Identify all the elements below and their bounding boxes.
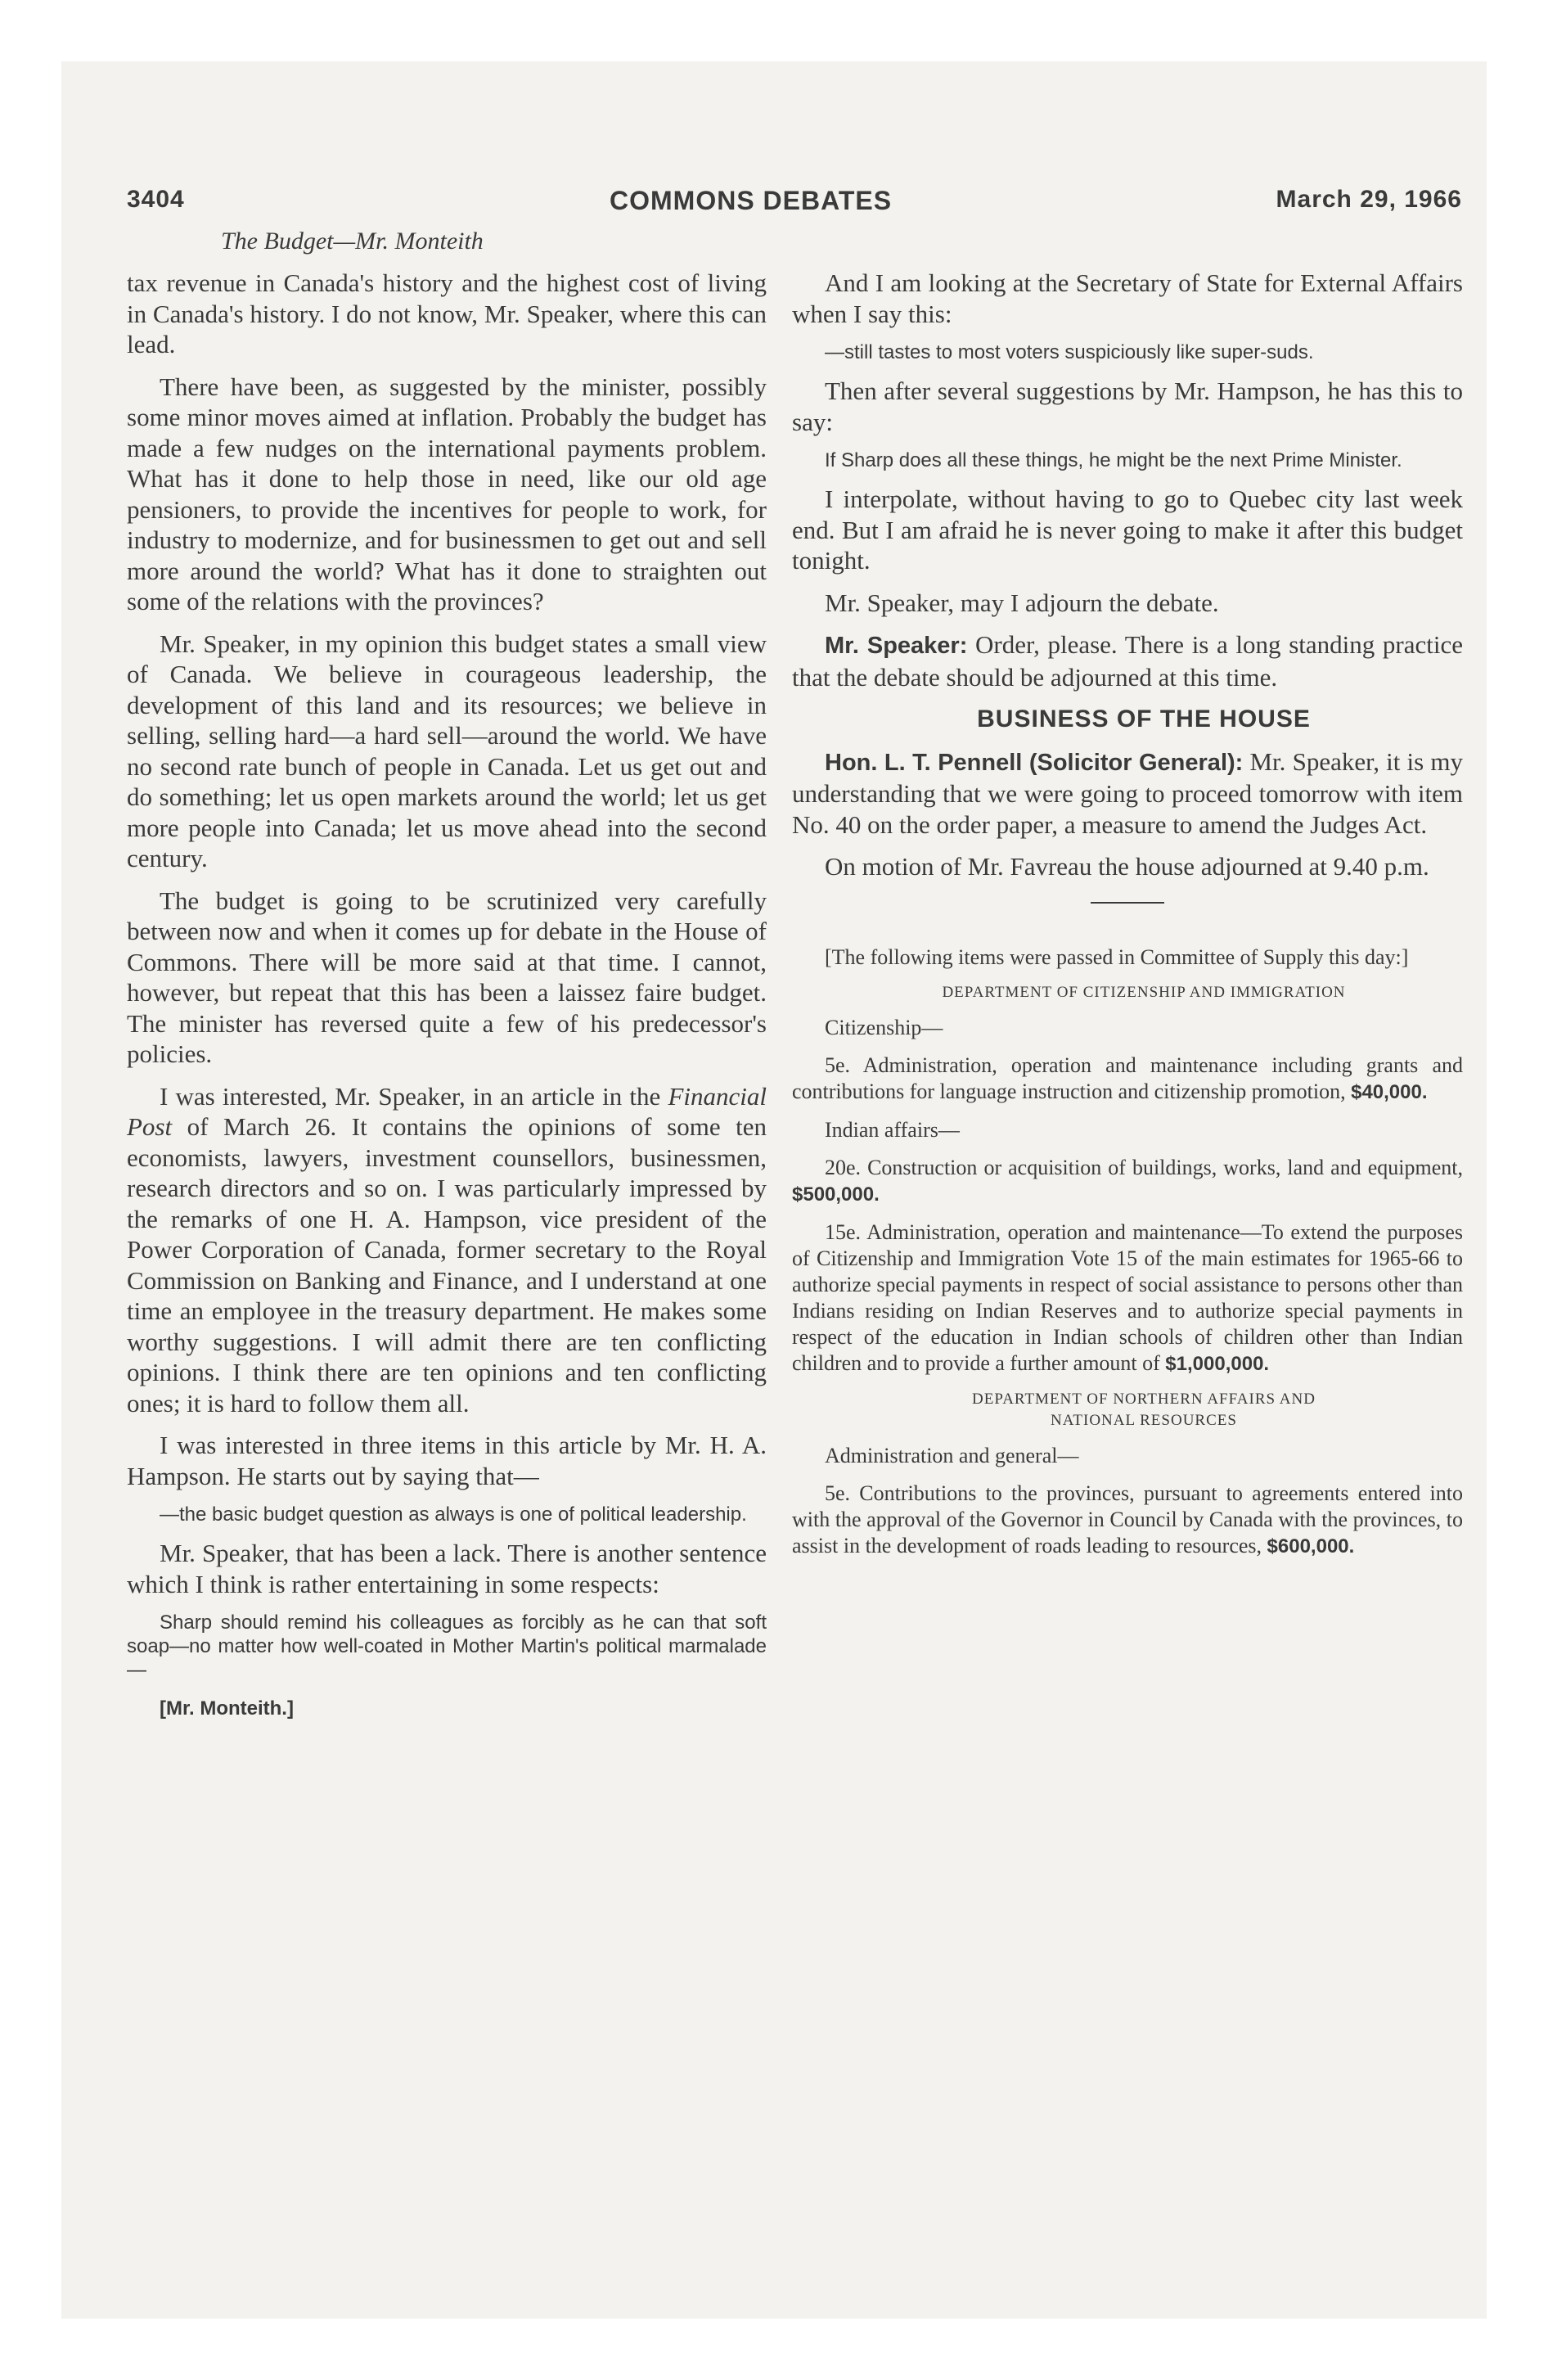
left-paragraph-5-rest: of March 26. It contains the opinions of some ten economists, lawyers, investment counsellors, businessmen, research directors and so on. I was particularly impressed by the remarks of one H. A. Hampson, vice president of the Power Corporation of Canada, former secretary to the Royal Commission on Banking and Finance, and I understand at one time an employee in the treasury department. He makes some worthy suggestions. I will admit there are ten conflicting opinions. I think there are ten opinions and ten conflicting ones; it is hard to follow them all.	[127, 1112, 767, 1418]
page-date: March 29, 1966	[1276, 186, 1462, 213]
vote-item-5e	[792, 1053, 1463, 1106]
publication-name: Financial Post	[127, 1081, 767, 1141]
vote-item-20e	[792, 1155, 1463, 1208]
left-paragraph-6: I was interested in three items in this article by Mr. H. A. Hampson. He starts out by saying that—	[127, 1431, 767, 1490]
indian-affairs-heading: Indian affairs—	[825, 1117, 960, 1142]
running-head: The Budget—Mr. Monteith	[221, 228, 484, 255]
right-quote-2: If Sharp does all these things, he might be the next Prime Minister.	[825, 449, 1402, 471]
document-page	[61, 61, 1487, 2319]
publication-title: COMMONS DEBATES	[610, 186, 893, 215]
page-number: 3404	[127, 186, 185, 213]
vote-20e-text: 20e. Construction or acquisition of buildings, works, land and equipment,	[825, 1155, 1463, 1179]
left-paragraph-5	[127, 1081, 767, 1419]
left-paragraph-4: The budget is going to be scrutinized very carefully between now and when it comes up for debate in the House of Commons. There will be more said at that time. I cannot, however, but repeat that this has been a laissez faire budget. The minister has reversed quite a few of his predecessor's policies.	[127, 886, 767, 1068]
vote-5e-amount: $40,000.	[1351, 1080, 1428, 1103]
department-heading-2	[792, 1389, 1463, 1431]
committee-note: [The following items were passed in Committee of Supply this day:]	[825, 944, 1409, 969]
vote-15e-amount: $1,000,000.	[1165, 1352, 1270, 1375]
section-title: BUSINESS OF THE HOUSE	[977, 705, 1311, 732]
right-paragraph-4: Mr. Speaker, may I adjourn the debate.	[825, 588, 1219, 617]
left-paragraph-2: There have been, as suggested by the minister, possibly some minor moves aimed at inflation. Probably the budget has made a few nudges on the international payments problem. What has it done to help those in need, like our old age pensioners, to provide the incentives for people to work, for industry to modernize, and for businessmen to get out and sell more around the world? What has it done to straighten out some of the relations with the provinces?	[127, 372, 767, 615]
vote-5e-northern-text: 5e. Contributions to the provinces, pursuant to agreements entered into with the approval of the Governor in Council by Canada with the provinces, to assist in the development of roads leading to resources,	[792, 1481, 1463, 1557]
speaker-attribution: [Mr. Monteith.]	[160, 1697, 294, 1720]
right-paragraph-3: I interpolate, without having to go to Quebec city last week end. But I am afraid he is never going to make it after this budget tonight.	[792, 485, 1463, 575]
department-heading-2-line-1: DEPARTMENT OF NORTHERN AFFAIRS AND	[972, 1390, 1316, 1408]
citizenship-heading: Citizenship—	[825, 1015, 943, 1039]
vote-5e-text: 5e. Administration, operation and maintenance including grants and contributions for language instruction and citizenship promotion,	[792, 1053, 1463, 1103]
pennell-label: Hon. L. T. Pennell (Solicitor General):	[825, 749, 1244, 776]
administration-heading: Administration and general—	[825, 1443, 1079, 1467]
right-paragraph-2: Then after several suggestions by Mr. Hampson, he has this to say:	[792, 376, 1463, 436]
left-quote-1: —the basic budget question as always is one of political leadership.	[160, 1503, 747, 1526]
vote-5e-northern-amount: $600,000.	[1267, 1535, 1355, 1557]
pennell-remark: Mr. Speaker, it is my understanding that we were going to proceed tomorrow with item No. 40 on the order paper, a measure to amend the Judges Act.	[792, 746, 1463, 839]
left-column	[127, 268, 767, 1736]
speaker-remark: Order, please. There is a long standing practice that the debate should be adjourned at this time.	[792, 630, 1463, 692]
left-paragraph-1: tax revenue in Canada's history and the highest cost of living in Canada's history. I do not know, Mr. Speaker, where this can lead.	[127, 268, 767, 358]
speaker-label: Mr. Speaker:	[825, 633, 968, 659]
right-column	[792, 268, 1463, 1571]
vote-item-15e	[792, 1219, 1463, 1377]
vote-item-5e-northern	[792, 1481, 1463, 1560]
page-header	[127, 186, 1462, 227]
left-paragraph-7: Mr. Speaker, that has been a lack. There is another sentence which I think is rather entertaining in some respects:	[127, 1539, 767, 1598]
right-paragraph-6	[792, 746, 1463, 841]
vote-15e-text: 15e. Administration, operation and maintenance—To extend the purposes of Citizenship and Immigration Vote 15 of the main estimates for 1965-66 to authorize special payments in respect of social assistance to persons other than Indians residing on Indian Reserves and to authorize special payments in respect of the education in Indian schools of children other than Indian children and to provide a further amount of	[792, 1219, 1463, 1375]
right-paragraph-5	[792, 629, 1463, 692]
left-paragraph-5-start: I was interested, Mr. Speaker, in an article in the	[160, 1081, 668, 1111]
left-quote-2: Sharp should remind his colleagues as forcibly as he can that soft soap—no matter how well-coated in Mother Martin's political marmalade—	[127, 1611, 767, 1681]
vote-20e-amount: $500,000.	[792, 1183, 880, 1206]
right-quote-1: —still tastes to most voters suspiciously like super-suds.	[825, 341, 1314, 363]
left-paragraph-3: Mr. Speaker, in my opinion this budget states a small view of Canada. We believe in courageous leadership, the development of this land and its resources; we believe in selling, selling hard—a hard sell—around the world. We have no second rate bunch of people in Canada. Let us get out and do something; let us open markets around the world; let us get more people into Canada; let us move ahead into the second century.	[127, 629, 767, 872]
right-paragraph-7: On motion of Mr. Favreau the house adjourned at 9.40 p.m.	[825, 852, 1429, 881]
department-heading-1: DEPARTMENT OF CITIZENSHIP AND IMMIGRATION	[942, 983, 1346, 1001]
section-divider	[1091, 902, 1164, 904]
right-paragraph-1: And I am looking at the Secretary of State for External Affairs when I say this:	[792, 268, 1463, 328]
department-heading-2-line-2: NATIONAL RESOURCES	[1051, 1411, 1237, 1429]
